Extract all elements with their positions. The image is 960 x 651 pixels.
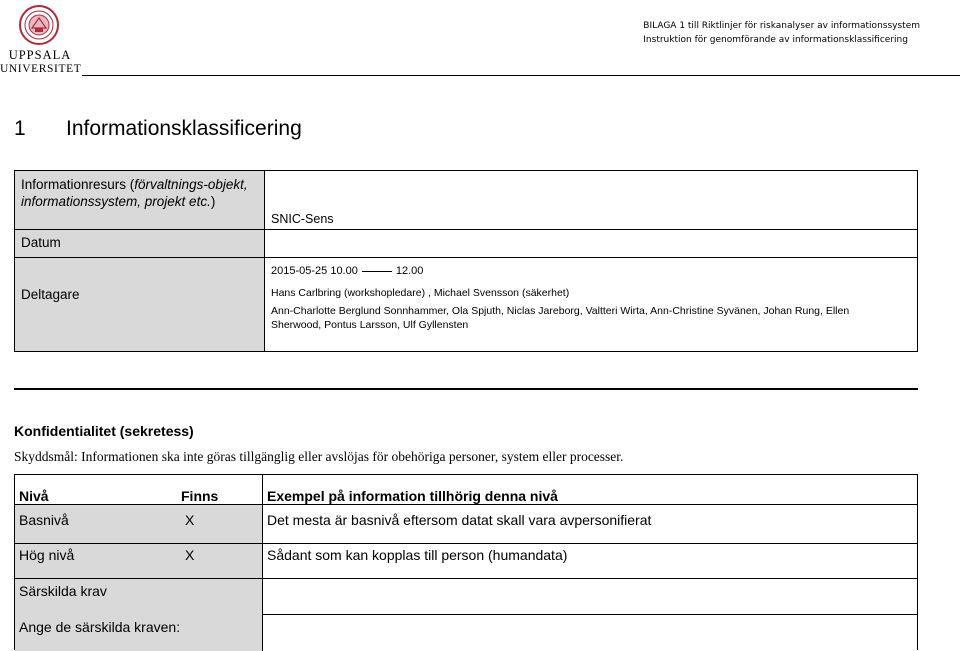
resource-label-text: Informationresurs ( xyxy=(21,177,135,192)
resource-label xyxy=(21,176,261,210)
protection-goal: Skyddsmål: Informationen ska inte göras tillgänglig eller avslöjas för obehöriga personer, system eller processer. xyxy=(14,449,624,464)
participants-label: Deltagare xyxy=(21,287,80,302)
document-header-info xyxy=(643,19,920,47)
row-divider xyxy=(15,229,917,230)
row-divider xyxy=(15,257,917,258)
resource-value: SNIC-Sens xyxy=(271,212,334,226)
exists-high: X xyxy=(185,547,195,563)
confidentiality-title: Konfidentialitet (sekretess) xyxy=(14,423,194,439)
row-divider xyxy=(15,543,917,544)
column-divider xyxy=(262,475,263,651)
participants-line-2: Ann-Charlotte Berglund Sonnhammer, Ola Spjuth, Niclas Jareborg, Valtteri Wirta, Ann-Christine Syvänen, Johan Rung, Ellen Sherwood, Pontus Larsson, Ulf Gyllensten xyxy=(271,305,850,331)
header-level: Nivå xyxy=(19,488,49,504)
info-table xyxy=(14,170,918,352)
document-attachment-title: BILAGA 1 till Riktlinjer för riskanalyser av informationssystem xyxy=(643,21,920,31)
date-label: Datum xyxy=(21,235,61,250)
resource-label-italic: förvaltnings-objekt, informationssystem, projekt etc. xyxy=(21,177,248,209)
section-title: Informationsklassificering xyxy=(66,117,302,140)
logo-text-universitet: UNIVERSITET xyxy=(0,63,82,75)
level-basic: Basnivå xyxy=(19,512,69,528)
header-exists: Finns xyxy=(181,488,219,504)
dash-mark xyxy=(362,271,392,272)
uppsala-university-logo xyxy=(0,2,80,78)
header-divider xyxy=(82,75,960,76)
level-special-specify: Ange de särskilda kraven: xyxy=(19,619,181,635)
example-high: Sådant som kan kopplas till person (humandata) xyxy=(267,547,568,563)
date-end: 12.00 xyxy=(395,265,424,277)
date-start: 2015-05-25 10.00 xyxy=(271,265,358,277)
level-high: Hög nivå xyxy=(19,547,75,563)
section-number: 1 xyxy=(14,117,26,140)
university-seal-icon xyxy=(18,4,60,46)
classification-level-table xyxy=(14,474,918,650)
logo-text-uppsala: UPPSALA xyxy=(8,48,72,62)
page-title xyxy=(14,116,302,142)
row-divider xyxy=(262,614,917,615)
participants-line-1: Hans Carlbring (workshopledare) , Michael Svensson (säkerhet) xyxy=(271,287,570,299)
section-divider xyxy=(14,388,918,390)
exists-basic: X xyxy=(185,512,195,528)
date-value xyxy=(271,264,423,278)
header-example: Exempel på information tillhörig denna nivå xyxy=(267,488,558,504)
level-special: Särskilda krav xyxy=(19,583,107,599)
resource-label-close: ) xyxy=(210,194,216,209)
row-divider xyxy=(15,578,917,579)
example-basic: Det mesta är basnivå eftersom datat skall vara avpersonifierat xyxy=(267,512,652,528)
document-instruction-title: Instruktion för genomförande av informationsklassificering xyxy=(643,35,908,45)
